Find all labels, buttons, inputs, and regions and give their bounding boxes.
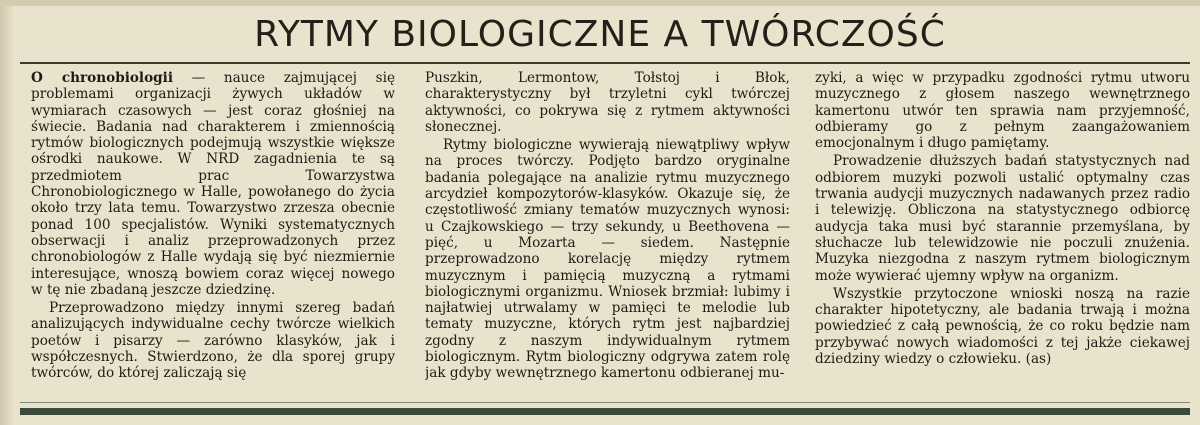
lead-term: O chronobiologii: [31, 70, 174, 86]
bottom-divider: [20, 408, 1190, 415]
paragraph-solar-cycle: Puszkin, Lermontow, Tołstoj i Błok, charakterystyczny był trzyletni cykl twórczej aktywności, co pokrywa się z rytmem aktywności słonecznej.: [425, 70, 790, 135]
paragraph-conclusion: Wszystkie przytoczone wnioski noszą na razie charakter hipotetyczny, ale badania trwają i można powiedzieć z całą pewnością, że co roku będzie nam przybywać nowych wiadomości z tej jakże ciekawej dziedziny wiedzy o człowieku. (as): [815, 285, 1190, 368]
page-edge-shadow: [0, 0, 14, 425]
paragraph-intro-text: — nauce zajmującej się problemami organizacji żywych układów w wymiarach czasowych — jest coraz głośniej na świecie. Badania nad charakterem i zmiennością rytmów biologicznych podejmują wszystkie większe ośrodki naukowe. W NRD zagadnienia te są przedmiotem prac Towarzystwa Chronobiologicznego w Halle, powołanego do życia około trzy lata temu. Towarzystwo zrzesza obecnie ponad 100 specjalistów. Wyniki systematycznych obserwacji i analiz przeprowadzonych przez chronobiologów z Halle wydają się być niezmiernie interesujące, wnoszą bowiem coraz więcej nowego w tę nie zbadaną jeszcze dziedzinę.: [31, 70, 395, 298]
article-column-2: [425, 70, 790, 400]
headline-divider: [20, 62, 1190, 64]
paragraph-music-rhythm: Rytmy biologiczne wywierają niewątpliwy wpływ na proces twórczy. Podjęto bardzo oryginalne badania polegające na analizie rytmu muzycznego arcydzieł kompozytorów-klasyków. Okazuje się, że częstotliwość zmiany tematów muzycznych wynosi: u Czajkowskiego — trzy sekundy, u Beethovena — pięć, u Mozarta — siedem. Następnie przeprowadzono korelację między rytmem muzycznym i pamięcią muzyczną a rytmami biologicznymi organizmu. Wniosek brzmiał: lubimy i najłatwiej utrwalamy w pamięci te melodie lub tematy muzyczne, których rytm jest najbardziej zgodny z naszym indywidualnym rytmem biologicznym. Rytm biologiczny odgrywa zatem rolę jak gdyby wewnętrznego kamertonu odbieranej mu-: [425, 137, 790, 382]
top-border: [0, 0, 1200, 6]
article-column-3: [815, 70, 1190, 400]
bottom-divider-thin: [20, 402, 1190, 403]
article-column-1: [31, 70, 395, 400]
paragraph-poets: Przeprowadzono między innymi szereg badań analizujących indywidualne cechy twórcze wielkich poetów i pisarzy — zarówno klasyków, jak i współczesnych. Stwierdzono, że dla sporej grupy twórców, do której zaliczają się: [31, 300, 395, 382]
paragraph-intro: [31, 70, 395, 298]
paragraph-statistics: Prowadzenie dłuższych badań statystycznych nad odbiorem muzyki pozwoli ustalić optymalny czas trwania audycji muzycznych nadawanych przez radio i telewizję. Obliczona na statystycznego odbiorcę audycja taka musi być starannie przemyślana, by słuchacze lub telewidzowie nie poczuli znużenia. Muzyka niezgodna z naszym rytmem biologicznym może wywierać ujemny wpływ na organizm.: [815, 153, 1190, 284]
paragraph-tuning-fork: zyki, a więc w przypadku zgodności rytmu utworu muzycznego z głosem naszego wewnętrznego kamertonu utwór ten sprawia nam przyjemność, odbieramy go z pełnym zaangażowaniem emocjonalnym i długo pamiętamy.: [815, 70, 1190, 152]
article-headline: RYTMY BIOLOGICZNE A TWÓRCZOŚĆ: [254, 14, 946, 55]
